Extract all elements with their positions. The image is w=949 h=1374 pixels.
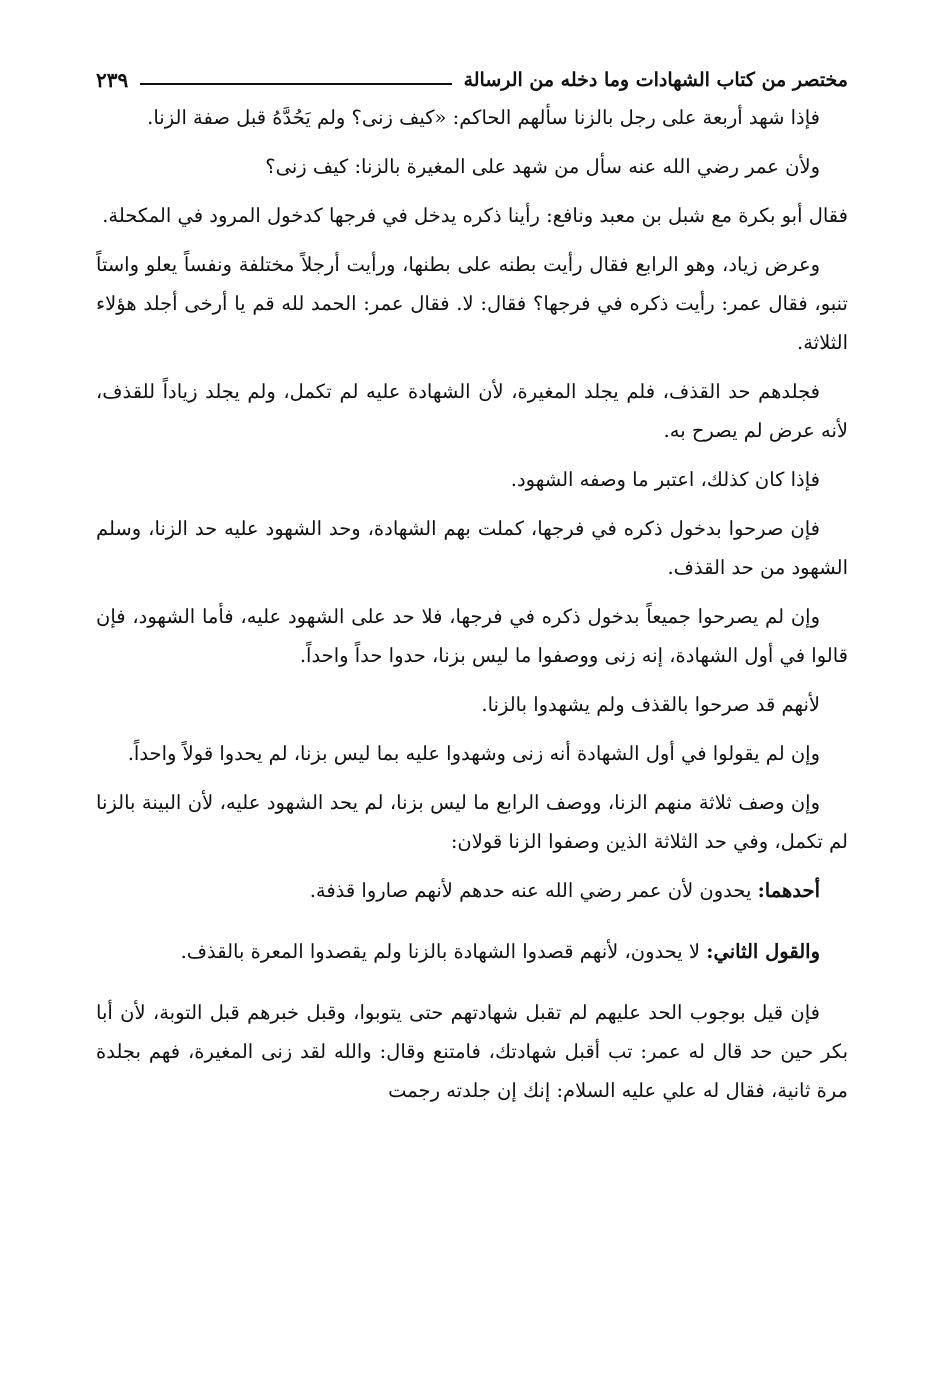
paragraph-text: وعرض زياد، وهو الرابع فقال رأيت بطنه على بطنها، ورأيت أرجلاً مختلفة ونفساً يعلو واستاً تنبو، فقال عمر: رأيت ذكره في فرجها؟ فقال: لا. فقال عمر: الحمد لله قم يا أرخى أجلد هؤلاء الثلاثة.: [96, 253, 848, 354]
paragraph-lead: والقول الثاني:: [706, 940, 820, 963]
paragraph-text: لا يحدون، لأنهم قصدوا الشهادة بالزنا ولم يقصدوا المعرة بالقذف.: [180, 940, 701, 963]
paragraph-1: [96, 98, 848, 137]
paragraph-text: وإن لم يقولوا في أول الشهادة أنه زنى وشهدوا عليه بما ليس بزنا، لم يحدوا قولاً واحداً.: [127, 742, 820, 765]
paragraph-4: [96, 245, 848, 362]
paragraph-7: [96, 509, 848, 587]
paragraph-2: [96, 147, 848, 186]
paragraph-3: [96, 196, 848, 235]
paragraph-10: [96, 734, 848, 773]
paragraph-13: [96, 932, 848, 971]
paragraph-8: [96, 597, 848, 675]
paragraph-text: فإن صرحوا بدخول ذكره في فرجها، كملت بهم الشهادة، وحد الشهود عليه حد الزنا، وسلم الشهود من حد القذف.: [96, 517, 848, 579]
running-header: [96, 58, 848, 90]
header-title: مختصر من كتاب الشهادات وما دخله من الرسالة: [463, 69, 848, 91]
paragraph-6: [96, 460, 848, 499]
paragraph-5: [96, 372, 848, 450]
paragraph-text: وإن لم يصرحوا جميعاً بدخول ذكره في فرجها، فلا حد على الشهود عليه، فأما الشهود، فإن قالوا في أول الشهادة، إنه زنى ووصفوا ما ليس بزنا، حدوا حداً واحداً.: [96, 605, 848, 667]
document-page: [96, 58, 848, 1120]
paragraph-text: ولأن عمر رضي الله عنه سأل من شهد على المغيرة بالزنا: كيف زنى؟: [265, 155, 820, 178]
paragraph-14: [96, 993, 848, 1110]
paragraph-text: فإذا شهد أربعة على رجل بالزنا سألهم الحاكم: «كيف زنى؟ ولم يَحُدَّهُ قبل صفة الزنا.: [147, 106, 820, 129]
paragraph-text: فإن قيل بوجوب الحد عليهم لم تقبل شهادتهم حتى يتوبوا، وقبل خبرهم قبل التوبة، لأن أبا بكر حين حد قال له عمر: تب أقبل شهادتك، فامتنع وقال: والله لقد زنى المغيرة، فهم بجلدة مرة ثانية، فقال له علي عليه السلام: إنك إن جلدته رجمت: [96, 1001, 848, 1102]
paragraph-text: فإذا كان كذلك، اعتبر ما وصفه الشهود.: [510, 468, 820, 491]
page-number: ٢٣٩: [96, 68, 129, 92]
paragraph-text: فجلدهم حد القذف، فلم يجلد المغيرة، لأن الشهادة عليه لم تكمل، ولم يجلد زياداً للقذف، لأنه عرض لم يصرح به.: [96, 380, 848, 442]
paragraph-text: لأنهم قد صرحوا بالقذف ولم يشهدوا بالزنا.: [481, 693, 820, 716]
paragraph-9: [96, 685, 848, 724]
paragraph-lead: أحدهما:: [757, 879, 820, 902]
paragraph-text: وإن وصف ثلاثة منهم الزنا، ووصف الرابع ما ليس بزنا، لم يحد الشهود عليه، لأن البينة بالزنا لم تكمل، وفي حد الثلاثة الذين وصفوا الزنا قولان:: [96, 791, 848, 853]
body-text: [96, 98, 848, 1110]
paragraph-text: يحدون لأن عمر رضي الله عنه حدهم لأنهم صاروا قذفة.: [309, 879, 752, 902]
paragraph-text: فقال أبو بكرة مع شبل بن معبد ونافع: رأينا ذكره يدخل في فرجها كدخول المرود في المكحلة.: [102, 204, 848, 227]
paragraph-11: [96, 783, 848, 861]
paragraph-12: [96, 871, 848, 910]
header-rule: [140, 83, 451, 85]
